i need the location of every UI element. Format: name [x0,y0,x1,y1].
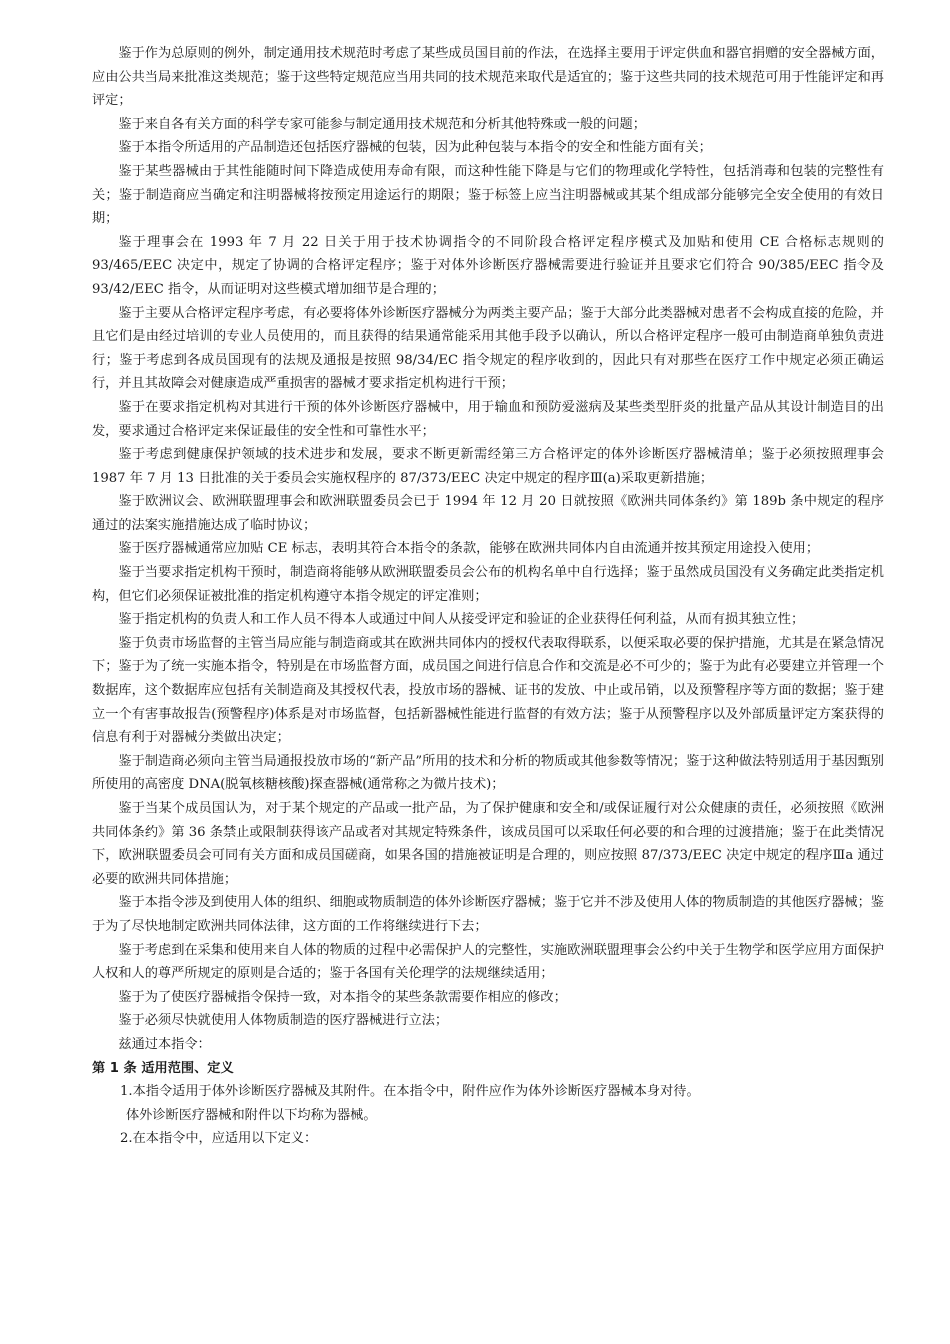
paragraph: 鉴于理事会在 1993 年 7 月 22 日关于用于技术协调指令的不同阶段合格评定程序模式及加贴和使用 CE 合格标志规则的 93/465/EEC 决定中，规定了协调的合格评定程序；鉴于对体外诊断医疗器械需要进行验证并且要求它们符合 90/385/EEC 指令及 93/42/EEC 指令，从而证明对这些模式增加细节是合理的； [92,234,884,297]
paragraph: 鉴于某些器械由于其性能随时间下降造成使用寿命有限，而这种性能下降是与它们的物理或化学特性，包括消毒和包装的完整性有关；鉴于制造商应当确定和注明器械将按预定用途运行的期限；鉴于标签上应当注明器械或其某个组成部分能够完全安全使用的有效日期； [92,163,884,227]
paragraph: 鉴于欧洲议会、欧洲联盟理事会和欧洲联盟委员会已于 1994 年 12 月 20 日就按照《欧洲共同体条约》第 189b 条中规定的程序通过的法案实施措施达成了临时协议； [92,494,884,533]
paragraph: 鉴于主要从合格评定程序考虑，有必要将体外诊断医疗器械分为两类主要产品；鉴于大部分此类器械对患者不会构成直接的危险，并且它们是由经过培训的专业人员使用的，而且获得的结果通常能采用其他手段予以确认，所以合格评定程序一般可由制造商单独负责进行；鉴于考虑到各成员国现有的法规及通报是按照 98/34/EC 指令规定的程序收到的，因此只有对那些在医疗工作中规定必须正确运行，并且其故障会对健康造成严重损害的器械才要求指定机构进行干预； [92,305,884,392]
paragraph: 鉴于当某个成员国认为，对于某个规定的产品或一批产品，为了保护健康和安全和/或保证履行对公众健康的责任，必须按照《欧洲共同体条约》第 36 条禁止或限制获得该产品或者对其规定特殊条件，该成员国可以采取任何必要的和合理的过渡措施；鉴于在此类情况下，欧洲联盟委员会可同有关方面和成员国磋商，如果各国的措施被证明是合理的，则应按照 87/373/EEC 决定中规定的程序Ⅲa 通过必要的欧洲共同体措施； [92,801,884,887]
paragraph: 鉴于作为总原则的例外，制定通用技术规范时考虑了某些成员国目前的作法，在选择主要用于评定供血和器官捐赠的安全器械方面，应由公共当局来批准这类规范；鉴于这些特定规范应当用共同的技术规范来取代是适宜的；鉴于这些共同的技术规范可用于性能评定和再评定； [92,46,884,109]
paragraph: 鉴于来自各有关方面的科学专家可能参与制定通用技术规范和分析其他特殊或一般的问题； [118,116,646,132]
paragraph: 鉴于当要求指定机构干预时，制造商将能够从欧洲联盟委员会公布的机构名单中自行选择；鉴于虽然成员国没有义务确定此类指定机构，但它们必须保证被批准的指定机构遵守本指令规定的评定准则； [92,565,884,604]
paragraph: 鉴于本指令所适用的产品制造还包括医疗器械的包装，因为此种包装与本指令的安全和性能方面有关； [118,140,712,156]
article-item: 1.本指令适用于体外诊断医疗器械及其附件。在本指令中，附件应作为体外诊断医疗器械本身对待。 [120,1084,700,1100]
article-item-continuation: 体外诊断医疗器械和附件以下均称为器械。 [126,1107,377,1123]
paragraph: 鉴于负责市场监督的主管当局应能与制造商或其在欧洲共同体内的授权代表取得联系，以便采取必要的保护措施，尤其是在紧急情况下；鉴于为了统一实施本指令，特别是在市场监督方面，成员国之间进行信息合作和交流是必不可少的；鉴于为此有必要建立并管理一个数据库，这个数据库应包括有关制造商及其授权代表，投放市场的器械、证书的发放、中止或吊销，以及预警程序等方面的数据；鉴于建立一个有害事故报告(预警程序)体系是对市场监督，包括新器械性能进行监督的有效方法；鉴于从预警程序以及外部质量评定方案获得的信息有利于对器械分类做出决定； [92,635,884,746]
article-heading: 第 1 条 适用范围、定义 [92,1060,234,1076]
paragraph: 鉴于考虑到健康保护领域的技术进步和发展，要求不断更新需经第三方合格评定的体外诊断医疗器械清单；鉴于必须按照理事会 1987 年 7 月 13 日批准的关于委员会实施权程序的 87/373/EEC 决定中规定的程序Ⅲ(a)采取更新措施； [92,447,884,486]
paragraph: 鉴于本指令涉及到使用人体的组织、细胞或物质制造的体外诊断医疗器械；鉴于它并不涉及使用人体的物质制造的其他医疗器械；鉴于为了尽快地制定欧洲共同体法律，这方面的工作将继续进行下去； [92,895,884,934]
paragraph: 鉴于必须尽快就使用人体物质制造的医疗器械进行立法； [118,1013,449,1029]
paragraph: 鉴于考虑到在采集和使用来自人体的物质的过程中必需保护人的完整性，实施欧洲联盟理事会公约中关于生物学和医学应用方面保护人权和人的尊严所规定的原则是合适的；鉴于各国有关伦理学的法规继续适用； [92,942,884,982]
paragraph: 鉴于制造商必须向主管当局通报投放市场的“新产品”所用的技术和分析的物质或其他参数等情况；鉴于这种做法特别适用于基因甄别所使用的高密度 DNA(脱氧核糖核酸)探查器械(通常称之为微片技术)； [92,753,884,793]
article-item: 2.在本指令中，应适用以下定义： [120,1131,318,1147]
paragraph: 鉴于医疗器械通常应加贴 CE 标志，表明其符合本指令的条款，能够在欧洲共同体内自由流通并按其预定用途投入使用； [118,541,820,557]
paragraph: 鉴于在要求指定机构对其进行干预的体外诊断医疗器械中，用于输血和预防爱滋病及某些类型肝炎的批量产品从其设计制造目的出发，要求通过合格评定来保证最佳的安全性和可靠性水平； [92,399,884,439]
paragraph: 鉴于为了使医疗器械指令保持一致，对本指令的某些条款需要作相应的修改； [118,989,567,1005]
paragraph: 兹通过本指令： [118,1036,211,1052]
paragraph: 鉴于指定机构的负责人和工作人员不得本人或通过中间人从接受评定和验证的企业获得任何利益，从而有损其独立性； [118,612,805,628]
